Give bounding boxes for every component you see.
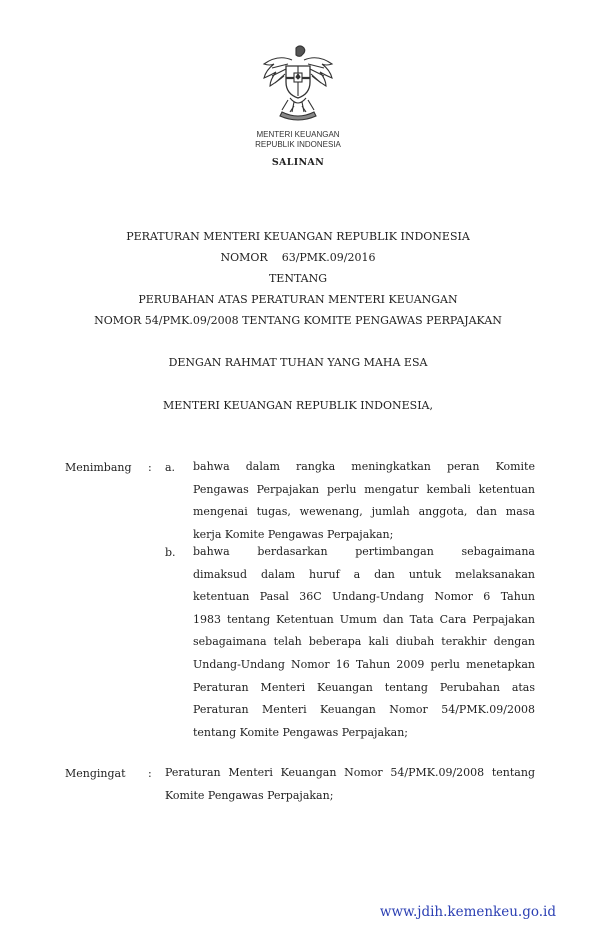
text-line: Komite Pengawas Perpajakan;: [165, 788, 334, 802]
text-line: tentang Komite Pengawas Perpajakan;: [193, 725, 409, 739]
ministry-name-line-1: MENTERI KEUANGAN: [256, 130, 340, 139]
blessing-line: DENGAN RAHMAT TUHAN YANG MAHA ESA: [168, 356, 428, 369]
considering-item-b-text: [193, 541, 535, 744]
regulation-heading: PERATURAN MENTERI KEUANGAN REPUBLIK INDONESIA: [126, 230, 470, 243]
text-line: Peraturan Menteri Keuangan Nomor 54/PMK.09/2008: [193, 703, 535, 717]
text-line: Peraturan Menteri Keuangan Nomor 54/PMK.09/2008 tentang: [165, 766, 535, 779]
footer-website-link[interactable]: www.jdih.kemenkeu.go.id: [379, 904, 556, 920]
garuda-emblem-icon: [258, 42, 338, 126]
text-line: sebagaimana telah beberapa kali diubah terakhir dengan: [193, 635, 535, 649]
regulation-subject-line-1: PERUBAHAN ATAS PERATURAN MENTERI KEUANGAN: [138, 293, 458, 306]
text-line: mengenai tugas, wewenang, jumlah anggota, dan masa: [193, 505, 535, 519]
considering-label: Menimbang: [65, 461, 132, 474]
recalling-label: Mengingat: [65, 767, 126, 780]
text-line: 1983 tentang Ketentuan Umum dan Tata Cara Perpajakan: [193, 612, 535, 626]
text-line: kerja Komite Pengawas Perpajakan;: [193, 527, 394, 541]
regulation-number: NOMOR 63/PMK.09/2016: [220, 251, 376, 264]
text-line: Peraturan Menteri Keuangan tentang Perubahan atas: [193, 680, 535, 694]
text-line: Undang-Undang Nomor 16 Tahun 2009 perlu menetapkan: [193, 657, 535, 671]
considering-colon: :: [148, 461, 152, 474]
recalling-text: [165, 762, 535, 807]
text-line: bahwa dalam rangka meningkatkan peran Komite: [193, 460, 535, 473]
authority-line: MENTERI KEUANGAN REPUBLIK INDONESIA,: [162, 399, 434, 412]
recalling-colon: :: [148, 767, 152, 780]
regulation-about: TENTANG: [268, 272, 328, 285]
text-line: ketentuan Pasal 36C Undang-Undang Nomor 6 Tahun: [193, 590, 535, 604]
ministry-name-line-2: REPUBLIK INDONESIA: [255, 140, 341, 149]
considering-item-b-marker: b.: [165, 546, 176, 559]
text-line: Pengawas Perpajakan perlu mengatur kembali ketentuan: [193, 482, 535, 496]
considering-item-a-marker: a.: [165, 461, 176, 474]
text-line: bahwa berdasarkan pertimbangan sebagaimana: [193, 545, 535, 558]
considering-item-a-text: [193, 456, 535, 546]
regulation-subject-line-2: NOMOR 54/PMK.09/2008 TENTANG KOMITE PENGAWAS PERPAJAKAN: [94, 314, 502, 327]
copy-mark: SALINAN: [271, 157, 325, 168]
text-line: dimaksud dalam huruf a dan untuk melaksanakan: [193, 567, 535, 581]
